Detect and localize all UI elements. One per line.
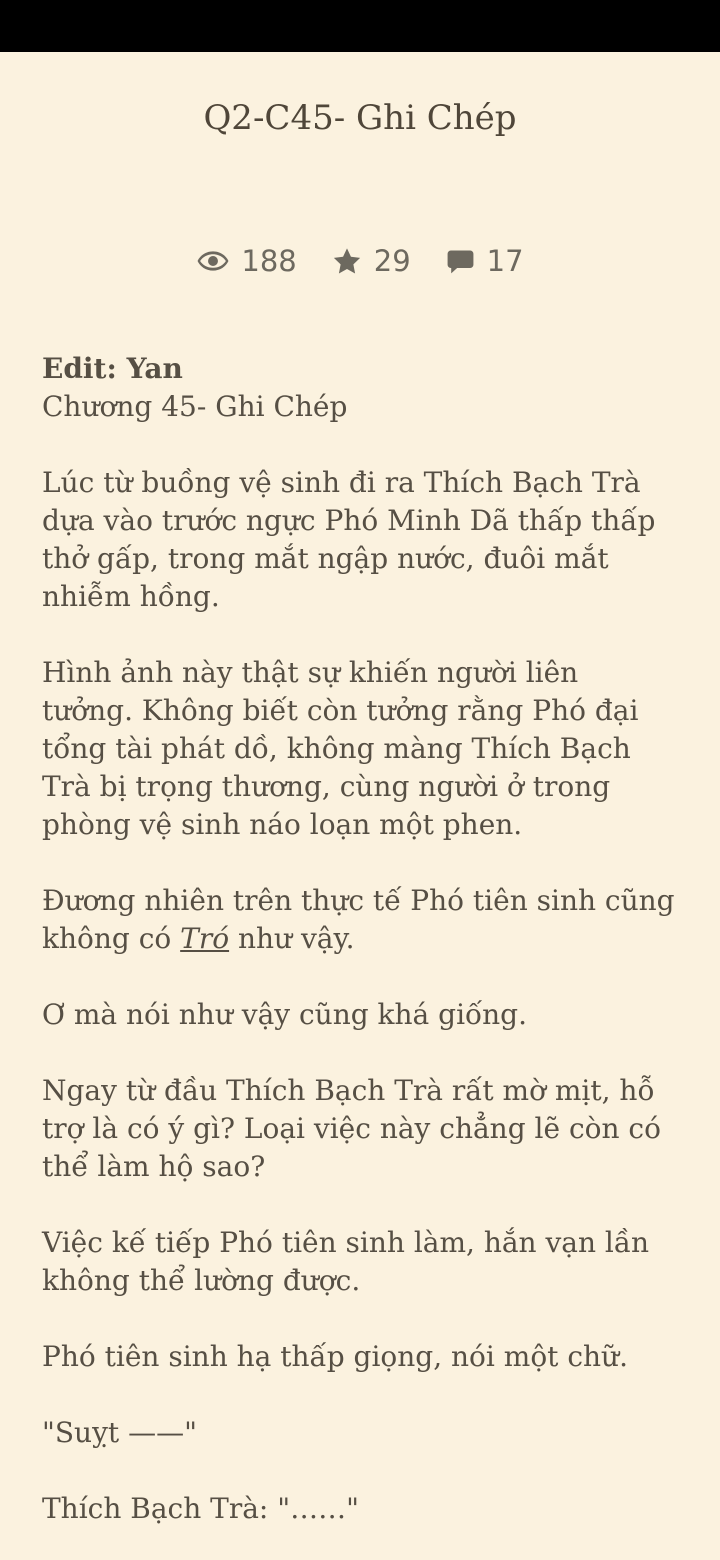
article-body xyxy=(42,350,678,1528)
page-title: Q2-C45- Ghi Chép xyxy=(203,98,517,138)
paragraph: Lúc từ buồng vệ sinh đi ra Thích Bạch Trà dựa vào trước ngực Phó Minh Dã thấp thấp thở gấp, trong mắt ngập nước, đuôi mắt nhiễm hồng. xyxy=(42,466,656,613)
view-count-group xyxy=(196,244,296,278)
eye-icon xyxy=(196,244,230,278)
paragraph xyxy=(42,350,678,388)
status-bar xyxy=(0,0,720,52)
comment-count-group[interactable] xyxy=(445,244,524,278)
paragraph: Chương 45- Ghi Chép xyxy=(42,390,348,423)
paragraph: Hình ảnh này thật sự khiến người liên tưởng. Không biết còn tưởng rằng Phó đại tổng tài phát dồ, không màng Thích Bạch Trà bị trọng thương, cùng người ở trong phòng vệ sinh náo loạn một phen. xyxy=(42,656,639,841)
paragraph: Việc kế tiếp Phó tiên sinh làm, hắn vạn lần không thể lường được. xyxy=(42,1226,650,1297)
paragraph: Đương nhiên trên thực tế Phó tiên sinh cũng không có Tró như vậy. xyxy=(42,884,675,955)
paragraph: Phó tiên sinh hạ thấp giọng, nói một chữ. xyxy=(42,1340,628,1373)
emphasized-term: Tró xyxy=(180,922,230,955)
comment-bubble-icon xyxy=(445,246,476,277)
view-count: 188 xyxy=(241,244,297,278)
star-count-group[interactable] xyxy=(331,244,411,278)
stats-row xyxy=(0,244,720,278)
star-icon xyxy=(331,245,363,277)
paragraph: Ơ mà nói như vậy cũng khá giống. xyxy=(42,998,528,1031)
paragraph: Thích Bạch Trà: "……" xyxy=(42,1492,360,1525)
styled-text: Edit: Yan xyxy=(42,352,183,385)
comment-count: 17 xyxy=(486,244,524,278)
paragraph: "Suỵt ——" xyxy=(42,1416,197,1449)
star-count: 29 xyxy=(373,244,411,278)
paragraph: Ngay từ đầu Thích Bạch Trà rất mờ mịt, hỗ trợ là có ý gì? Loại việc này chẳng lẽ còn có thể làm hộ sao? xyxy=(42,1074,661,1183)
